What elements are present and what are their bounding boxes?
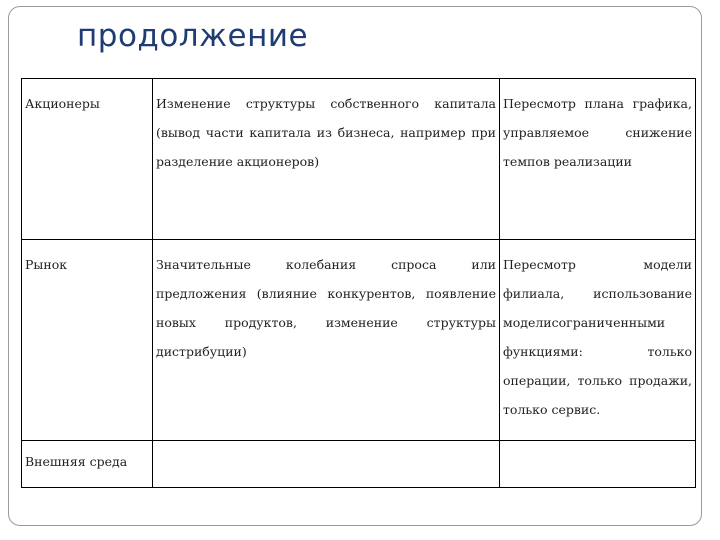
change-cell: Значительные колебания спроса или предложения (влияние конкурентов, появление новых продуктов, изменение структуры дистрибуции): [153, 240, 500, 441]
slide-title: продолжение: [77, 18, 309, 54]
table-row: [22, 240, 696, 441]
row-label-cell: Внешняя среда: [22, 441, 153, 488]
row-label-cell: Рынок: [22, 240, 153, 441]
revision-cell: [500, 441, 696, 488]
row-label-cell: Акционеры: [22, 79, 153, 240]
content-table: [21, 78, 696, 488]
revision-cell: Пересмотр плана графика, управляемое снижение темпов реализации: [500, 79, 696, 240]
table-row: [22, 441, 696, 488]
revision-cell: Пересмотр модели филиала, использование моделисограниченными функциями: только операции, только продажи, только сервис.: [500, 240, 696, 441]
change-cell: Изменение структуры собственного капитала (вывод части капитала из бизнеса, например при разделение акционеров): [153, 79, 500, 240]
table-row: [22, 79, 696, 240]
change-cell: [153, 441, 500, 488]
